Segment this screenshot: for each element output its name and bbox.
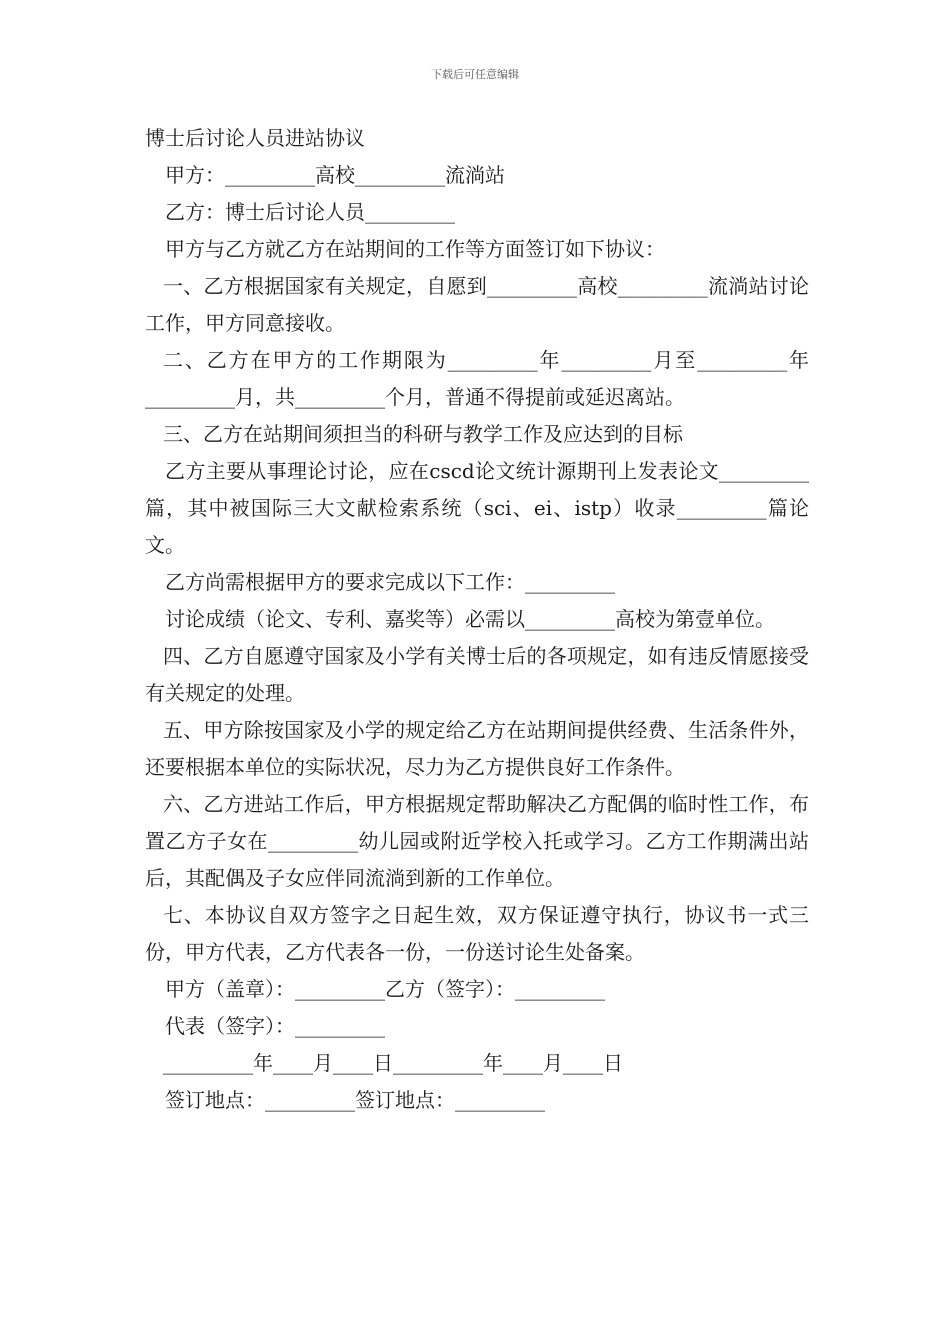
document-body: [145, 120, 809, 1119]
clause-7: 七、本协议自双方签字之日起生效，双方保证遵守执行，协议书一式三份，甲方代表，乙方代表各一份，一份送讨论生处备案。: [145, 903, 809, 964]
party-b-line: 乙方：博士后讨论人员_________: [165, 200, 455, 224]
page-header: 下载后可任意编辑: [431, 68, 519, 81]
signature-date-line: _________年____月____日_________年____月____日: [163, 1051, 623, 1075]
clause-3-attribution: 讨论成绩（论文、专利、嘉奖等）必需以_________高校为第壹单位。: [165, 607, 775, 631]
intro-paragraph: 甲方与乙方就乙方在站期间的工作等方面签订如下协议：: [165, 237, 665, 261]
clause-4: 四、乙方自愿遵守国家及小学有关博士后的各项规定，如有违反情愿接受有关规定的处理。: [145, 644, 809, 705]
clause-1: 一、乙方根据国家有关规定，自愿到_________高校_________流淌站讨论工作，甲方同意接收。: [145, 274, 809, 335]
clause-3-publications: 乙方主要从事理论讨论，应在cscd论文统计源期刊上发表论文_________篇，其中被国际三大文献检索系统（sci、ei、istp）收录_________篇论文。: [145, 459, 809, 557]
party-a-line: 甲方：_________高校_________流淌站: [165, 163, 505, 187]
document-title: 博士后讨论人员进站协议: [145, 126, 365, 150]
clause-6: 六、乙方进站工作后，甲方根据规定帮助解决乙方配偶的临时性工作，布置乙方子女在_________幼儿园或附近学校入托或学习。乙方工作期满出站后，其配偶及子女应伴同流淌到新的工作单位。: [145, 792, 809, 890]
signature-representative-line: 代表（签字）：_________: [165, 1014, 385, 1038]
signature-seal-line: 甲方（盖章）：_________乙方（签字）：_________: [165, 977, 605, 1001]
signature-place-line: 签订地点：_________签订地点：_________: [165, 1088, 545, 1112]
clause-5: 五、甲方除按国家及小学的规定给乙方在站期间提供经费、生活条件外，还要根据本单位的实际状况，尽力为乙方提供良好工作条件。: [145, 718, 809, 779]
clause-2: 二、乙方在甲方的工作期限为_________年_________月至_________年_________月，共_________个月，普通不得提前或延迟离站。: [145, 348, 809, 409]
clause-3-extra-work: 乙方尚需根据甲方的要求完成以下工作：_________: [165, 570, 615, 594]
clause-3: 三、乙方在站期间须担当的科研与教学工作及应达到的目标: [163, 422, 683, 446]
